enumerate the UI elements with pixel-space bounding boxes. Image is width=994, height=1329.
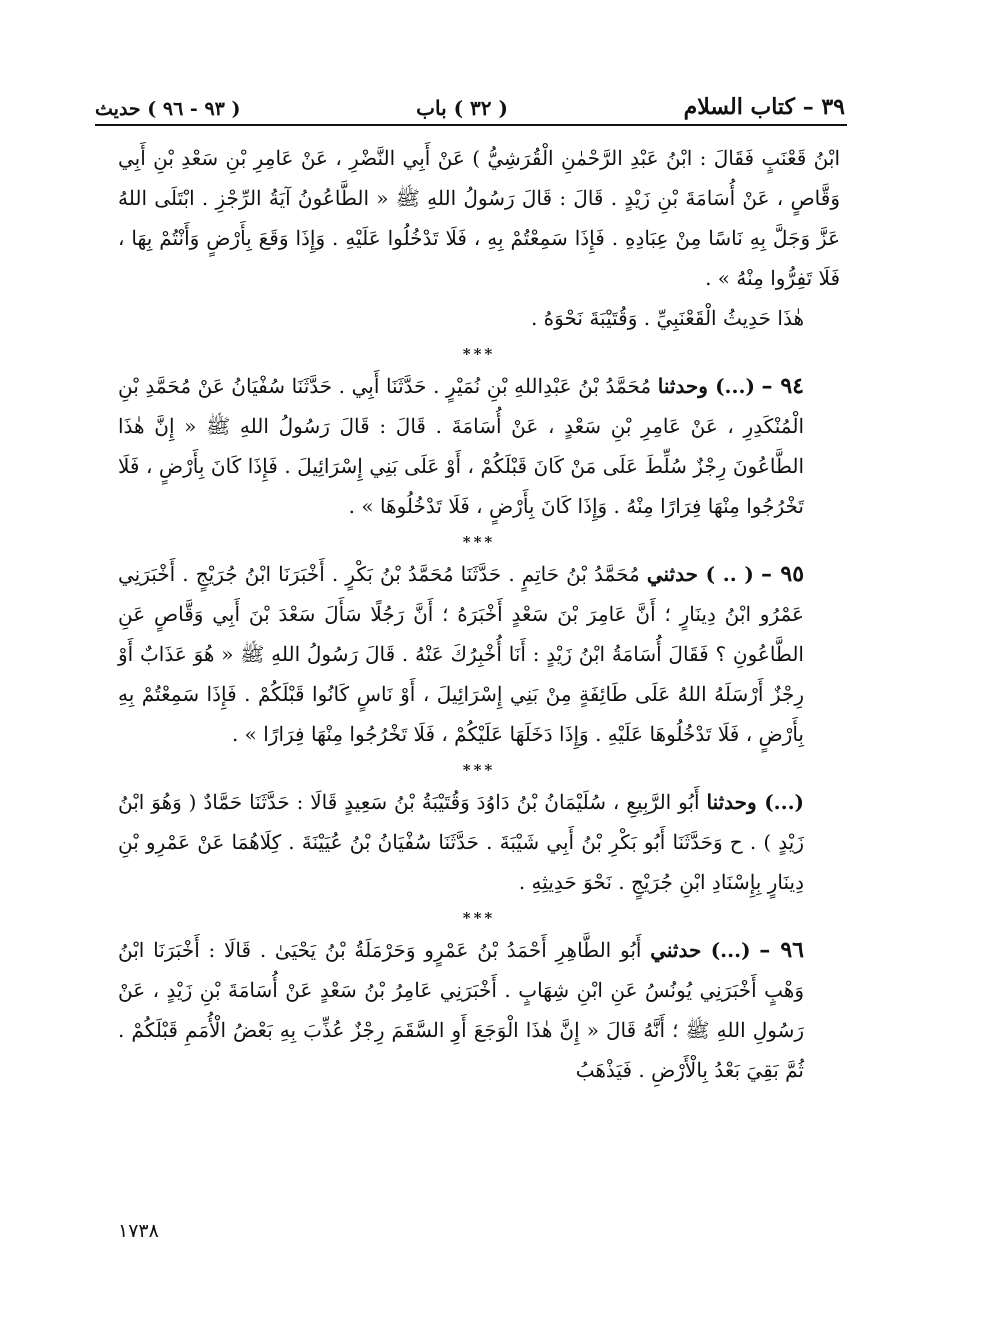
section-separator: *** (462, 533, 496, 551)
hadith-95 (118, 554, 840, 754)
narration-marker: (...) حدثني (650, 938, 751, 962)
page-number: ١٧٣٨ (118, 1220, 159, 1242)
paragraph-text: أَبُو الرَّبِيعِ ، سُلَيْمَانُ بْنُ دَاوُدَ وَقُتَيْبَةُ بْنُ سَعِيدٍ قَالَا : حَدَّثَنَا حَمَّادٌ ( وَهُوَ ابْنُ زَيْدٍ ) . ح وَحَدَّثَنَا أَبُو بَكْرِ بْنُ أَبِي شَيْبَةَ . حَدَّثَنَا سُفْيَانُ بْنُ عُيَيْنَةَ . كِلَاهُمَا عَنْ عَمْرِو بْنِ دِينَارٍ بِإِسْنَادِ ابْنِ جُرَيْجٍ . نَحْوَ حَدِيثِهِ . (118, 790, 804, 894)
narration-marker: ( .. ) حدثني (646, 562, 754, 586)
paragraph-note (118, 298, 840, 338)
paragraph-text: ابْنُ قَعْنَبٍ فَقَالَ : ابْنُ عَبْدِ الرَّحْمٰنِ الْقُرَشِيُّ ) عَنْ أَبِي النَّضْرِ ، عَنْ عَامِرِ بْنِ سَعْدِ بْنِ أَبِي وَقَّاصٍ ، عَنْ أُسَامَةَ بْنِ زَيْدٍ . قَالَ : قَالَ رَسُولُ اللهِ ﷺ « الطَّاعُونُ آيَةُ الرِّجْزِ . ابْتَلَى اللهُ عَزَّ وَجَلَّ بِهِ نَاسًا مِنْ عِبَادِهِ . فَإِذَا سَمِعْتُمْ بِهِ ، فَلَا تَدْخُلُوا عَلَيْهِ . وَإِذَا وَقَعَ بِأَرْضٍ وَأَنْتُمْ بِهَا ، فَلَا تَفِرُّوا مِنْهُ » . (118, 146, 840, 290)
hadith-number: ٩٥ – (760, 561, 805, 587)
narration-marker: (...) وحدثنا (657, 374, 755, 398)
paragraph-continuation (118, 138, 840, 298)
section-separator: *** (462, 761, 496, 779)
hadith-96 (118, 930, 840, 1090)
section-separator: *** (462, 909, 496, 927)
running-header (95, 80, 845, 120)
paragraph-text: مُحَمَّدُ بْنُ عَبْدِاللهِ بْنِ نُمَيْرٍ . حَدَّثَنَا أَبِي . حَدَّثَنَا سُفْيَانُ عَنْ مُحَمَّدِ بْنِ الْمُنْكَدِرِ ، عَنْ عَامِرِ بْنِ سَعْدٍ ، عَنْ أُسَامَةَ . قَالَ : قَالَ رَسُولُ اللهِ ﷺ « إِنَّ هٰذَا الطَّاعُونَ رِجْزٌ سُلِّطَ عَلَى مَنْ كَانَ قَبْلَكُمْ ، أَوْ عَلَى بَنِي إِسْرَائِيلَ . فَإِذَا كَانَ بِأَرْضٍ ، فَلَا تَخْرُجُوا مِنْهَا فِرَارًا مِنْهُ . وَإِذَا كَانَ بِأَرْضٍ ، فَلَا تَدْخُلُوهَا » . (118, 374, 804, 518)
hadith-number: ٩٤ – (761, 373, 804, 399)
section-separator: *** (462, 345, 496, 363)
paragraph-text: أَبُو الطَّاهِرِ أَحْمَدُ بْنُ عَمْرٍو وَحَرْمَلَةُ بْنُ يَحْيَىٰ . قَالَا : أَخْبَرَنَا ابْنُ وَهْبٍ أَخْبَرَنِي يُونُسُ عَنِ ابْنِ شِهَابٍ . أَخْبَرَنِي عَامِرُ بْنُ سَعْدٍ عَنْ أُسَامَةَ بْنِ زَيْدٍ ، عَنْ رَسُولِ اللهِ ﷺ ؛ أَنَّهُ قَالَ « إِنَّ هٰذَا الْوَجَعَ أَوِ السَّقَمَ رِجْزٌ عُذِّبَ بِهِ بَعْضُ الْأُمَمِ قَبْلَكُمْ . ثُمَّ بَقِيَ بَعْدُ بِالْأَرْضِ . فَيَذْهَبُ (118, 938, 804, 1082)
chapter-title: ٣٩ – كتاب السلام (683, 94, 845, 120)
narration-marker: (...) وحدثنا (706, 790, 805, 814)
bab-number: ( ٣٢ ) باب (416, 96, 508, 120)
hadith-number: ٩٦ – (759, 937, 804, 963)
header-rule (95, 124, 847, 126)
paragraph-text: هٰذَا حَدِيثُ الْقَعْنَبِيِّ . وَقُتَيْبَةَ نَحْوَهُ . (530, 306, 804, 330)
hadith-range: ( ٩٣ - ٩٦ ) حديث (95, 98, 241, 120)
hadith-94 (118, 366, 840, 526)
paragraph-text: مُحَمَّدُ بْنُ حَاتِمٍ . حَدَّثَنَا مُحَمَّدُ بْنُ بَكْرٍ . أَخْبَرَنَا ابْنُ جُرَيْجٍ . أَخْبَرَنِي عَمْرُو ابْنُ دِينَارٍ ؛ أَنَّ عَامِرَ بْنَ سَعْدٍ أَخْبَرَهُ ؛ أَنَّ رَجُلًا سَأَلَ سَعْدَ بْنَ أَبِي وَقَّاصٍ عَنِ الطَّاعُونِ ؟ فَقَالَ أُسَامَةُ ابْنُ زَيْدٍ : أَنَا أُخْبِرُكَ عَنْهُ . قَالَ رَسُولُ اللهِ ﷺ « هُوَ عَذَابٌ أَوْ رِجْزٌ أَرْسَلَهُ اللهُ عَلَى طَائِفَةٍ مِنْ بَنِي إِسْرَائِيلَ ، أَوْ نَاسٍ كَانُوا قَبْلَكُمْ . فَإِذَا سَمِعْتُمْ بِهِ بِأَرْضٍ ، فَلَا تَدْخُلُوهَا عَلَيْهِ . وَإِذَا دَخَلَهَا عَلَيْكُمْ ، فَلَا تَخْرُجُوا مِنْهَا فِرَارًا » . (118, 562, 804, 746)
hadith-95-chain (118, 782, 840, 902)
page-body (118, 138, 840, 1090)
